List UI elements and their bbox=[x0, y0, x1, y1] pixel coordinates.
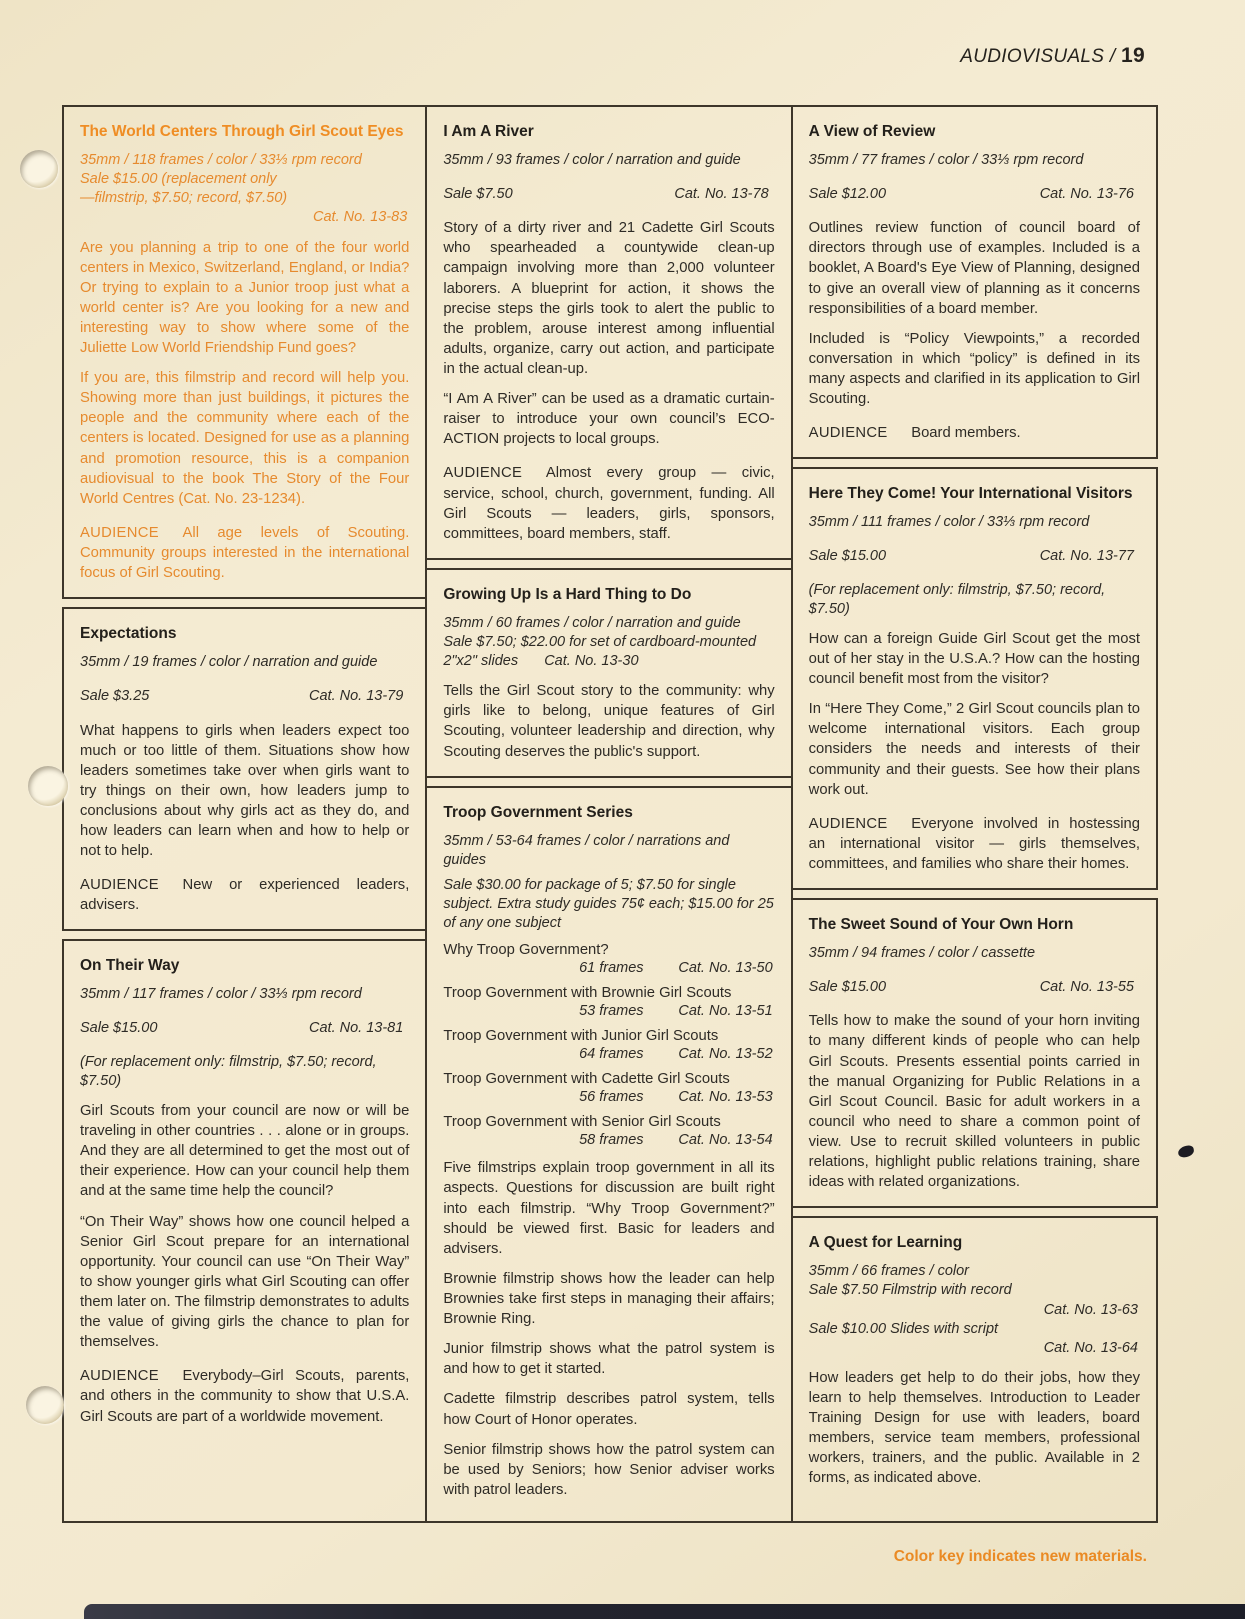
section-view-of-review bbox=[791, 105, 1158, 459]
paragraph: Tells how to make the sound of your horn inviting to many different kinds of people who can help Girl Scouts. Presents essential points carried in the manual Organizing for Public Relations in a Girl Scout Council. Basic for adult workers in a council who need to share a common point of view. Use to recruit skilled volunteers in public relations, highlight public relations training, share ideas with related organizations. bbox=[808, 1013, 1140, 1191]
sale-price: Sale $7.50; $22.00 for set of cardboard-mounted 2"x2" slides bbox=[443, 634, 757, 670]
sale-price: Sale $7.50 bbox=[443, 185, 513, 202]
punch-hole-icon bbox=[20, 150, 58, 188]
paragraph: Story of a dirty river and 21 Cadette Girl Scouts who spearheaded a countywide clean-up campaign involving more than 2,000 volunteer laborers. A blueprint for action, it shows the precise steps the girls took to alert the public to the problem, arouse interest among influential adults, organize, carry out action, and participate in the actual clean-up. bbox=[443, 220, 775, 378]
audience-label: AUDIENCE bbox=[443, 465, 523, 482]
spec-line: 35mm / 60 frames / color / narration and guide bbox=[443, 614, 741, 631]
frame-count: 53 frames bbox=[579, 1003, 644, 1020]
audience-label: AUDIENCE bbox=[80, 1368, 159, 1385]
sale-line bbox=[809, 978, 1140, 997]
catalog-number: Cat. No. 13-50 bbox=[678, 960, 773, 977]
paragraph: In “Here They Come,” 2 Girl Scout councils plan to welcome international visitors. Each group considers the needs and interests of their community and their guests. See how their plans work out. bbox=[808, 701, 1140, 798]
spec-line: 35mm / 111 frames / color / 33⅓ rpm record bbox=[808, 514, 1090, 531]
section-title: Here They Come! Your International Visitors bbox=[808, 485, 1133, 503]
paragraph: “I Am A River” can be used as a dramatic curtain-raiser to introduce your own council’s ECO-ACTION projects to local groups. bbox=[443, 391, 775, 448]
section-expectations bbox=[62, 607, 427, 931]
section-title: Expectations bbox=[80, 625, 177, 643]
audience-note bbox=[809, 423, 1140, 443]
paragraph: Are you planning a trip to one of the four world centers in Mexico, Switzerland, England, or India? Or trying to explain to a Junior troop just what a world center is? Are you looking for a new and interesting way to show where some of the Juliette Low World Friendship Fund goes? bbox=[80, 239, 410, 357]
audience-text: Everyone involved in hostessing an international visitor — girls themselves, committees, and families who share their homes. bbox=[808, 815, 1140, 872]
catalog-number: Cat. No. 13-76 bbox=[1039, 185, 1134, 202]
catalog-number: Cat. No. 13-54 bbox=[678, 1132, 773, 1149]
section-title: The Sweet Sound of Your Own Horn bbox=[808, 916, 1074, 934]
page-number: 19 bbox=[1121, 44, 1145, 67]
audience-note bbox=[809, 814, 1140, 874]
filmstrip-spec bbox=[443, 1046, 772, 1062]
audience-label: AUDIENCE bbox=[808, 425, 888, 442]
catalog-number: Cat. No. 13-64 bbox=[1043, 1339, 1138, 1356]
section-world-centers bbox=[62, 105, 427, 599]
frame-count: 58 frames bbox=[579, 1132, 644, 1149]
punch-hole-icon bbox=[26, 1386, 64, 1424]
sale-line bbox=[809, 185, 1140, 204]
page-edge-shadow bbox=[84, 1604, 1245, 1619]
paragraph: Junior filmstrip shows what the patrol system is and how to get it started. bbox=[443, 1341, 775, 1378]
filmstrip-item bbox=[443, 1114, 774, 1148]
section-title: A Quest for Learning bbox=[808, 1234, 963, 1252]
filmstrip-name: Troop Government with Senior Girl Scouts bbox=[443, 1114, 721, 1131]
section-growing-up bbox=[425, 568, 792, 778]
sale-line: Sale $7.50 Filmstrip with record bbox=[808, 1282, 1012, 1299]
section-quest-for-learning bbox=[791, 1216, 1158, 1523]
audience-note bbox=[80, 1366, 409, 1426]
audience-note bbox=[80, 523, 409, 583]
filmstrip-name: Troop Government with Junior Girl Scouts bbox=[443, 1028, 719, 1045]
catalog-sheet bbox=[62, 105, 1158, 1523]
paragraph: How leaders get help to do their jobs, how they learn to help themselves. Introduction to Leader Training Design for use with leaders, board members, service team members, professional workers, trainers, and the public. Available in 2 forms, as indicated above. bbox=[808, 1369, 1140, 1487]
color-key-note: Color key indicates new materials. bbox=[893, 1548, 1147, 1565]
column-2 bbox=[425, 105, 792, 1523]
audience-note bbox=[443, 463, 774, 543]
section-title: I Am A River bbox=[443, 123, 534, 140]
sale-line bbox=[80, 687, 409, 706]
audience-text: All age levels of Scouting. Community groups interested in the international focus of Girl Scouting. bbox=[80, 524, 410, 582]
filmstrip-item bbox=[443, 1071, 774, 1105]
sale-price: Sale $12.00 bbox=[808, 185, 887, 202]
catalog-number: Cat. No. 13-78 bbox=[674, 185, 769, 202]
filmstrip-spec bbox=[443, 960, 772, 976]
sale-price: Sale $15.00 bbox=[808, 978, 887, 995]
section-sweet-sound bbox=[791, 898, 1158, 1208]
sale-line bbox=[443, 633, 774, 671]
catalog-number: Cat. No. 13-53 bbox=[678, 1089, 773, 1106]
audience-label: AUDIENCE bbox=[80, 877, 159, 894]
paragraph: Five filmstrips explain troop government in all its aspects. Questions for discussion are built right into each filmstrip. “Why Troop Government?” should be viewed first. Basic for leaders and advisers. bbox=[443, 1160, 775, 1257]
catalog-number: Cat. No. 13-77 bbox=[1039, 547, 1134, 564]
section-title: Troop Government Series bbox=[443, 803, 633, 821]
filmstrip-spec bbox=[443, 1132, 772, 1148]
audience-text: New or experienced leaders, advisers. bbox=[80, 877, 410, 914]
section-on-their-way bbox=[62, 939, 427, 1523]
catalog-number: Cat. No. 13-63 bbox=[1043, 1301, 1138, 1318]
paragraph: How can a foreign Guide Girl Scout get the most out of her stay in the U.S.A.? How can the hosting council benefit most from the visitor? bbox=[808, 630, 1140, 688]
paragraph: Included is “Policy Viewpoints,” a recorded conversation in which “policy” is defined in its many aspects and clarified in its application to Girl Scouting. bbox=[808, 330, 1140, 408]
frame-count: 56 frames bbox=[579, 1089, 644, 1106]
filmstrip-spec bbox=[443, 1003, 772, 1019]
spec-line: 35mm / 53-64 frames / color / narrations and guides bbox=[443, 832, 730, 868]
sale-price: Sale $15.00 bbox=[80, 1020, 158, 1037]
spec-line: 35mm / 19 frames / color / narration and guide bbox=[80, 654, 378, 671]
audience-text: Board members. bbox=[911, 425, 1021, 442]
sale-price: Sale $15.00 bbox=[808, 547, 887, 564]
section-i-am-a-river bbox=[425, 105, 792, 560]
filmstrip-spec bbox=[443, 1089, 772, 1105]
filmstrip-name: Troop Government with Cadette Girl Scouts bbox=[443, 1071, 730, 1088]
paragraph: Tells the Girl Scout story to the community: why girls like to belong, unique features of Girl Scouting, volunteer leadership and direction, why Scouting deserves the public's support. bbox=[443, 683, 775, 760]
column-3 bbox=[791, 105, 1158, 1523]
header-title: AUDIOVISUALS / bbox=[960, 46, 1116, 67]
filmstrip-item bbox=[443, 985, 774, 1019]
catalog-number: Cat. No. 13-55 bbox=[1039, 978, 1134, 995]
replacement-note: (For replacement only: filmstrip, $7.50; record, $7.50) bbox=[80, 1053, 377, 1089]
replacement-note: (For replacement only: filmstrip, $7.50; record, $7.50) bbox=[808, 581, 1106, 617]
catalog-number: Cat. No. 13-30 bbox=[544, 653, 639, 670]
ink-smudge bbox=[1177, 1144, 1195, 1158]
spec-line: 35mm / 93 frames / color / narration and guide bbox=[443, 152, 741, 168]
sale-line bbox=[80, 1019, 409, 1038]
frame-count: 64 frames bbox=[579, 1046, 644, 1063]
section-title: Growing Up Is a Hard Thing to Do bbox=[443, 585, 692, 603]
audience-text: Almost every group — civic, service, school, church, government, funding. All Girl Scouts — leaders, girls, sponsors, committees, board members, staff. bbox=[443, 465, 775, 542]
sale-line: —filmstrip, $7.50; record, $7.50) bbox=[80, 190, 288, 207]
sale-line: Sale $15.00 (replacement only bbox=[80, 171, 277, 188]
spec-line: 35mm / 118 frames / color / 33⅓ rpm record bbox=[80, 152, 362, 168]
section-title: The World Centers Through Girl Scout Eyes bbox=[80, 123, 404, 140]
catalog-number: Cat. No. 13-81 bbox=[309, 1020, 404, 1037]
filmstrip-item bbox=[443, 942, 774, 976]
page-header bbox=[960, 44, 1145, 68]
audience-note bbox=[80, 875, 409, 915]
filmstrip-name: Why Troop Government? bbox=[443, 942, 609, 959]
spec-line: 35mm / 117 frames / color / 33⅓ rpm record bbox=[80, 986, 362, 1003]
section-here-they-come bbox=[791, 467, 1158, 890]
paragraph: Outlines review function of council board of directors through use of examples. Included is a booklet, A Board's Eye View of Planning, designed to give an overall view of planning as it concerns responsibilities of a board member. bbox=[808, 220, 1140, 317]
spec-line: 35mm / 94 frames / color / cassette bbox=[808, 945, 1036, 962]
punch-hole-icon bbox=[28, 766, 68, 806]
audience-text: Everybody–Girl Scouts, parents, and others in the community to show that U.S.A. Girl Scouts are part of a worldwide movement. bbox=[80, 1368, 410, 1425]
section-title: A View of Review bbox=[808, 123, 936, 140]
catalog-number: Cat. No. 13-79 bbox=[309, 687, 404, 704]
paragraph: If you are, this filmstrip and record will help you. Showing more than just buildings, it pictures the people and the community where each of the centers is located. Designed for use as a planning and promotion resource, this is a companion audiovisual to the book The Story of the Four World Centres (Cat. No. 23-1234). bbox=[80, 370, 410, 507]
audience-label: AUDIENCE bbox=[808, 815, 888, 832]
section-troop-government bbox=[425, 786, 792, 1523]
sale-price: Sale $3.25 bbox=[80, 687, 150, 704]
paragraph: Cadette filmstrip describes patrol system, tells how Court of Honor operates. bbox=[443, 1391, 775, 1428]
paragraph: What happens to girls when leaders expect too much or too little of them. Situations show how leaders sometimes take over when girls want to try things on their own, how leaders jump to conclusions about why girls act as they do, and how leaders can learn when and how to help or not to help. bbox=[80, 722, 410, 860]
spec-line: 35mm / 77 frames / color / 33⅓ rpm record bbox=[808, 152, 1084, 168]
filmstrip-item bbox=[443, 1028, 774, 1062]
catalog-number: Cat. No. 13-52 bbox=[678, 1046, 773, 1063]
column-1 bbox=[62, 105, 427, 1523]
sale-line: Sale $10.00 Slides with script bbox=[808, 1320, 999, 1337]
frame-count: 61 frames bbox=[579, 960, 644, 977]
catalog-number: Cat. No. 13-83 bbox=[313, 209, 408, 226]
filmstrip-name: Troop Government with Brownie Girl Scouts bbox=[443, 985, 732, 1002]
paragraph: Senior filmstrip shows how the patrol system can be used by Seniors; how Senior adviser works with patrol leaders. bbox=[443, 1441, 775, 1498]
spec-line: 35mm / 66 frames / color bbox=[808, 1263, 970, 1280]
paragraph: Brownie filmstrip shows how the leader can help Brownies take first steps in managing their affairs; Brownie Ring. bbox=[443, 1270, 775, 1328]
sale-line bbox=[443, 185, 774, 204]
audience-label: AUDIENCE bbox=[80, 524, 159, 541]
sale-line: Sale $30.00 for package of 5; $7.50 for single subject. Extra study guides 75¢ each; $15.00 for 25 of any one subject bbox=[443, 876, 774, 932]
paragraph: “On Their Way” shows how one council helped a Senior Girl Scout prepare for an international opportunity. Your council can use “On Their Way” to show younger girls what Girl Scouting can offer them later on. The filmstrip demonstrates to adults the value of giving girls the chance to plan for themselves. bbox=[80, 1213, 410, 1351]
sale-line bbox=[809, 547, 1140, 566]
paragraph: Girl Scouts from your council are now or will be traveling in other countries . . . alone or in groups. And they are all determined to get the most out of their experience. How can your council help them and at the same time help the council? bbox=[80, 1102, 410, 1200]
section-title: On Their Way bbox=[80, 957, 180, 975]
catalog-number: Cat. No. 13-51 bbox=[678, 1003, 773, 1020]
